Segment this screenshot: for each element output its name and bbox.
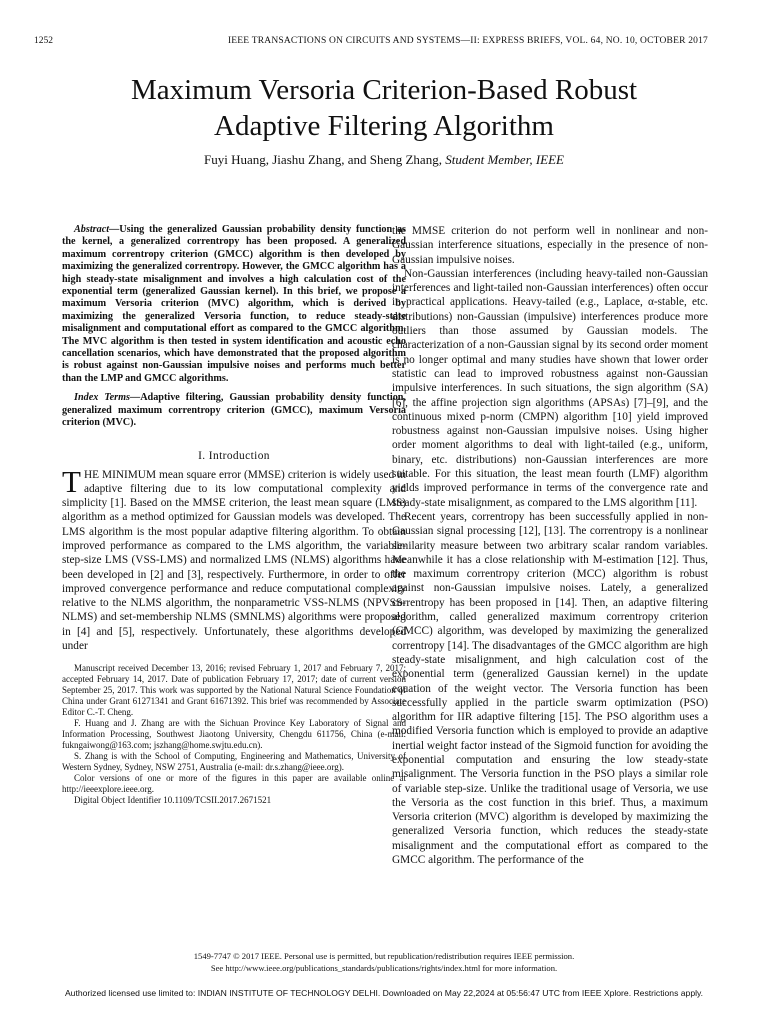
copyright-notice — [0, 951, 768, 974]
paper-title-line-1: Maximum Versoria Criterion-Based Robust — [130, 74, 638, 106]
section-heading-introduction: I. Introduction — [198, 449, 270, 462]
footnote-doi: Digital Object Identifier 10.1109/TCSII.2017.2671521 — [74, 795, 272, 806]
footnotes — [62, 663, 406, 806]
abstract — [62, 224, 406, 385]
paper-title — [0, 72, 768, 144]
footnote-affiliation-2: S. Zhang is with the School of Computing, Engineering and Mathematics, University of Western Sydney, Sydney, NSW 2751, Australia (e-mail: dr.s.zhang@ieee.org). — [62, 751, 406, 773]
running-head: IEEE TRANSACTIONS ON CIRCUITS AND SYSTEMS—II: EXPRESS BRIEFS, VOL. 64, NO. 10, OCTOBER 2017 — [227, 36, 708, 46]
author-line — [0, 152, 768, 168]
paper-title-line-2: Adaptive Filtering Algorithm — [214, 110, 554, 142]
intro-first-word: HE MINIMUM — [83, 468, 156, 481]
page-number: 1252 — [34, 36, 53, 46]
abstract-lead: Abstract— — [74, 224, 120, 235]
intro-paragraph-3: Recent years, correntropy has been successfully applied in non-Gaussian signal processing [12], [13]. The correntropy is a nonlinear similarity measure between two arbitrary scalar random variables. Meanwhile it has a close relationship with M-estimation [12]. Thus, the maximum correntropy criterion (MCC) algorithm is robust against non-Gaussian impulsive noises. Lately, a generalized correntropy has been proposed in [14]. Then, an adaptive filtering algorithm, called generalized maximum correntropy criterion (GMCC) algorithm, was developed by maximizing the generalized correntropy [14]. The disadvantages of the GMCC algorithm are high steady-state misalignment, and high calculation cost of the exponential term (generalized Gaussian kernel) in the update equation of the weight vector. The Versoria function has been successfully applied in the particle swarm optimization (PSO) algorithm for IIR adaptive filtering [15]. The PSO algorithm uses a modified Versoria function which is employed to provide an adaptive inertial weight factor instead of the Sigmoid function for avoiding the exponential computation and ensuring the low steady-state misalignment. The Versoria function in the PSO plays a similar role of variable step-size. Unlike the traditional usage of Versoria, we use the Versoria as the cost function in this brief. Thus, a maximum Versoria criterion (MVC) algorithm is developed by maximizing the generalized Versoria function, which reduces the steady-state misalignment and the computational effort as compared to the GMCC algorithm. The performance of the — [392, 510, 708, 867]
left-column — [62, 224, 406, 806]
footnote-color-versions: Color versions of one or more of the figures in this paper are available online at http://ieeexplore.ieee.org. — [62, 773, 406, 795]
intro-paragraph-1-text: mean square error (MMSE) criterion is widely used in adaptive filtering due to its low computational complexity and simplicity [1]. Based on the MMSE criterion, the least mean square (LMS) algorithm as a method optimized for Gaussian models was developed. The LMS algorithm is the most popular adaptive filtering algorithm. To obtain improved performance as compared to the LMS algorithm, the variable-step-size LMS (VSS-LMS) and normalized LMS (NLMS) algorithms have been developed in [2] and [3], respectively. Furthermore, in order to offer improved convergence performance and reduce computational complexity relative to the NLMS algorithm, the nonparametric VSS-NLMS (NPVSS-NLMS) and set-membership NLMS (SMNLMS) algorithms were proposed in [4] and [5], respectively. Unfortunately, these algorithms developed under — [62, 468, 406, 653]
index-terms-lead: Index Terms— — [74, 392, 141, 404]
footnote-affiliation-1: F. Huang and J. Zhang are with the Sichuan Province Key Laboratory of Signal and Information Processing, Southwest Jiaotong University, Chengdu 611756, China (e-mail: fukngaiwong@163.com; jszhang@home.swjtu.edu.cn). — [62, 718, 406, 751]
drop-cap: T — [62, 463, 81, 499]
author-membership: Student Member, IEEE — [445, 152, 564, 167]
right-column — [392, 224, 708, 867]
intro-paragraph-1 — [62, 463, 406, 654]
footnote-manuscript: Manuscript received December 13, 2016; revised February 1, 2017 and February 7, 2017; accepted February 14, 2017. Date of publication February 17, 2017; date of current version September 25, 2017. This work was supported by the National Natural Science Foundation of China under Grant 61271341 and Grant 61671392. This brief was recommended by Associate Editor C.-T. Cheng. — [62, 663, 406, 718]
index-terms — [62, 392, 406, 429]
copyright-line-2: See http://www.ieee.org/publications_standards/publications/rights/index.html for more information. — [210, 962, 558, 973]
license-notice: Authorized licensed use limited to: INDIAN INSTITUTE OF TECHNOLOGY DELHI. Downloaded on May 22,2024 at 05:56:47 UTC from IEEE Xplore. Restrictions apply. — [64, 988, 704, 998]
author-names: Fuyi Huang, Jiashu Zhang, and Sheng Zhang, — [204, 152, 442, 167]
copyright-line-1: 1549-7747 © 2017 IEEE. Personal use is permitted, but republication/redistribution requires IEEE permission. — [193, 951, 575, 961]
intro-paragraph-2: Non-Gaussian interferences (including heavy-tailed non-Gaussian interferences and light-tailed non-Gaussian interferences) often occur in practical applications. Heavy-tailed (e.g., Laplace, α-stable, etc. distributions) non-Gaussian (impulsive) interferences produce more outliers than those assumed by Gaussian models. The characterization of a non-Gaussian signal by its second order moment is no longer optimal and many studies have shown that lower order statistic can lead to improved robustness against non-Gaussian impulsive interferences. In such situations, the sign algorithm (SA) [6], the affine projection sign algorithms (APSAs) [7]–[9], and the continuous mixed p-norm (CMPN) algorithm [10] yield improved robustness against non-Gaussian impulsive noises. Using higher order moment algorithms to deal with light-tailed (e.g., uniform, binary, etc. distributions) non-Gaussian interferences are more suitable. For this situation, the least mean fourth (LMF) algorithm yields improved performance in terms of the convergence rate and steady-state misalignment, as compared to the LMS algorithm [11]. — [392, 267, 708, 509]
abstract-text: Using the generalized Gaussian probability density function as the kernel, a generalized correntropy has been proposed. A generalized maximum correntropy criterion (GMCC) algorithm is then developed by maximizing the generalized correntropy. However, the GMCC algorithm has a high steady-state misalignment and involves a high calculation cost of the exponential term (generalized Gaussian kernel). In this brief, we propose a maximum Versoria criterion (MVC) algorithm, which is derived by maximizing the generalized Versoria function, to reduce steady-state misalignment and computational effort as compared to the GMCC algorithm. The MVC algorithm is then tested in system identification and acoustic echo cancellation scenarios, which have demonstrated that the proposed algorithm is robust against non-Gaussian impulsive noises and performs much better than the LMP and GMCC algorithms. — [62, 224, 406, 384]
index-terms-text: Adaptive filtering, Gaussian probability density function, generalized maximum correntropy criterion (GMCC), maximum Versoria criterion (MVC). — [62, 392, 406, 429]
intro-paragraph-continued: the MMSE criterion do not perform well in nonlinear and non-Gaussian interference situations, especially in the presence of non-Gaussian impulsive noises. — [392, 225, 708, 266]
